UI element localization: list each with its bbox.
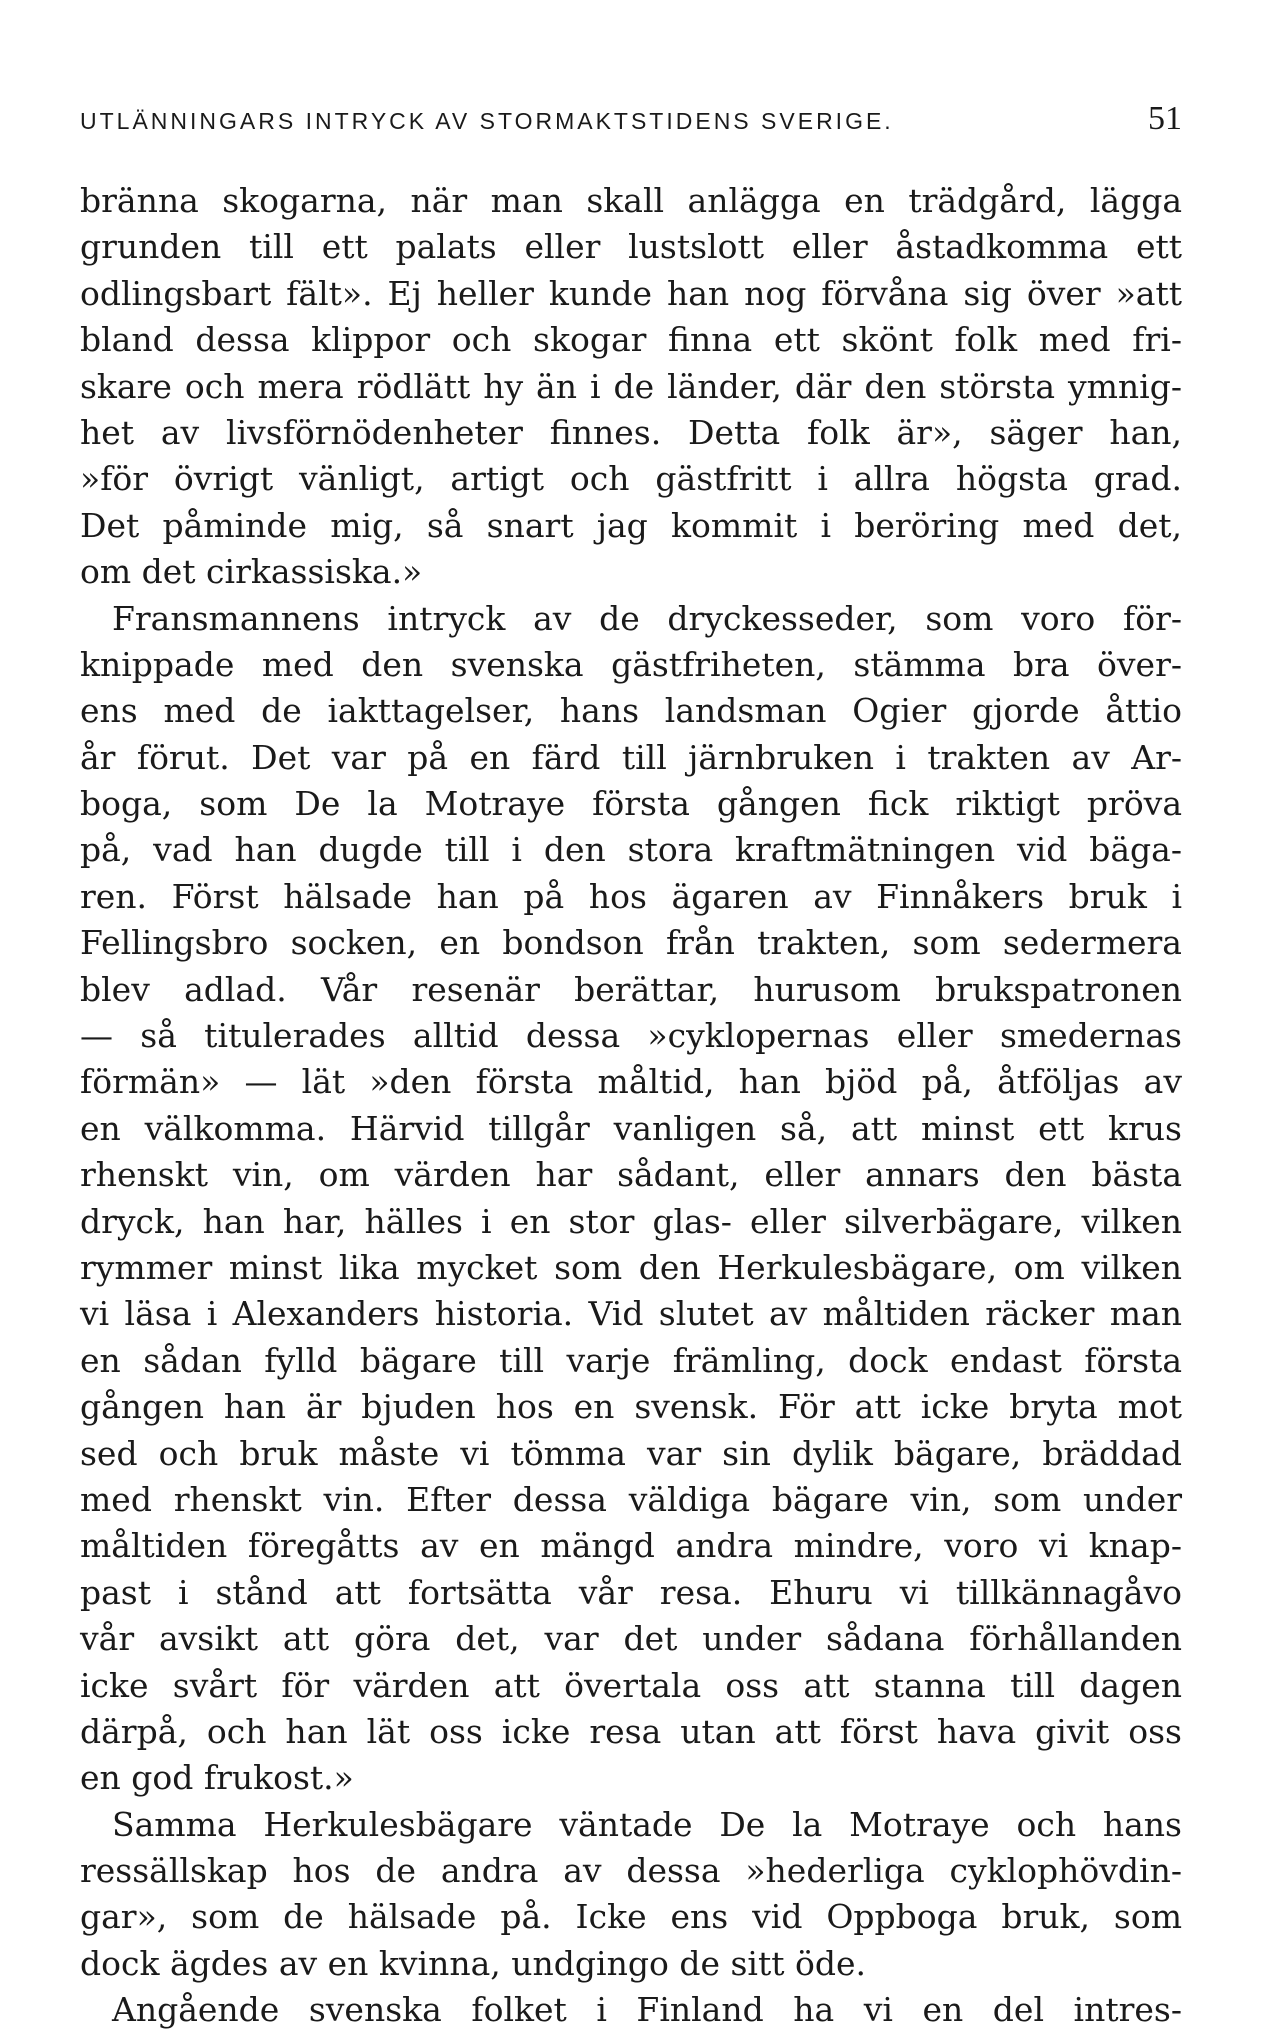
text-line: ren. Först hälsade han på hos ägaren av Finnåkers bruk i — [80, 876, 1182, 916]
text-line: därpå, och han lät oss icke resa utan att först hava givit oss — [80, 1711, 1182, 1751]
text-line: vi läsa i Alexanders historia. Vid slutet av måltiden räcker man — [80, 1294, 1182, 1334]
text-line: gången han är bjuden hos en svensk. För att icke bryta mot — [80, 1387, 1182, 1427]
text-line: het av livsförnödenheter finnes. Detta folk är», säger han, — [80, 412, 1182, 452]
text-line: past i stånd att fortsätta vår resa. Ehuru vi tillkännagåvo — [80, 1572, 1182, 1612]
text-line: vår avsikt att göra det, var det under sådana förhållanden — [80, 1619, 1182, 1659]
body-text — [80, 178, 1182, 2034]
text-line: Samma Herkulesbägare väntade De la Motraye och hans — [112, 1804, 1182, 1844]
text-line: odlingsbart fält». Ej heller kunde han nog förvåna sig över »att — [80, 273, 1182, 313]
text-line: en välkomma. Härvid tillgår vanligen så, att minst ett krus — [80, 1108, 1182, 1148]
text-line: bland dessa klippor och skogar finna ett skönt folk med fri- — [80, 320, 1182, 360]
running-title: UTLÄNNINGARS INTRYCK AV STORMAKTSTIDENS SVERIGE. — [80, 108, 894, 134]
page-header — [80, 100, 1182, 138]
text-line: grunden till ett palats eller lustslott eller åstadkomma ett — [80, 227, 1182, 267]
text-line: rymmer minst lika mycket som den Herkulesbägare, om vilken — [80, 1247, 1182, 1287]
text-line: Fellingsbro socken, en bondson från trakten, som sedermera — [80, 923, 1182, 963]
text-line: icke svårt för värden att övertala oss att stanna till dagen — [80, 1665, 1182, 1705]
text-line: blev adlad. Vår resenär berättar, hurusom brukspatronen — [80, 969, 1182, 1009]
text-line: med rhenskt vin. Efter dessa väldiga bägare vin, som under — [80, 1479, 1182, 1519]
text-line: år förut. Det var på en färd till järnbruken i trakten av Ar- — [80, 737, 1182, 777]
text-line: ressällskap hos de andra av dessa »hederliga cyklophövdin- — [80, 1851, 1182, 1891]
text-line: Angående svenska folket i Finland ha vi en del intres- — [112, 1990, 1182, 2030]
text-line: dock ägdes av en kvinna, undgingo de sitt öde. — [80, 1943, 866, 1983]
text-line: gar», som de hälsade på. Icke ens vid Oppboga bruk, som — [80, 1897, 1182, 1937]
text-line: sed och bruk måste vi tömma var sin dylik bägare, bräddad — [80, 1433, 1182, 1473]
text-line: en sådan fylld bägare till varje främling, dock endast första — [80, 1340, 1182, 1380]
text-line: knippade med den svenska gästfriheten, stämma bra över- — [80, 644, 1182, 684]
text-line: boga, som De la Motraye första gången fick riktigt pröva — [80, 784, 1182, 824]
text-line: måltiden föregåtts av en mängd andra mindre, voro vi knap- — [80, 1526, 1182, 1566]
text-line: på, vad han dugde till i den stora kraftmätningen vid bäga- — [80, 830, 1182, 870]
text-line: dryck, han har, hälles i en stor glas- eller silverbägare, vilken — [80, 1201, 1182, 1241]
text-line: ens med de iakttagelser, hans landsman Ogier gjorde åttio — [80, 691, 1182, 731]
text-line: »för övrigt vänligt, artigt och gästfritt i allra högsta grad. — [80, 459, 1182, 499]
text-line: — så titulerades alltid dessa »cyklopernas eller smedernas — [80, 1016, 1182, 1056]
page-number: 51 — [1148, 100, 1182, 137]
text-line: om det cirkassiska.» — [80, 552, 423, 592]
text-line: rhenskt vin, om värden har sådant, eller annars den bästa — [80, 1155, 1182, 1195]
text-line: bränna skogarna, när man skall anlägga en trädgård, lägga — [80, 181, 1182, 220]
text-line: förmän» — lät »den första måltid, han bjöd på, åtföljas av — [80, 1062, 1182, 1102]
text-line: en god frukost.» — [80, 1758, 354, 1798]
text-line: Det påminde mig, så snart jag kommit i beröring med det, — [80, 505, 1182, 545]
text-line: skare och mera rödlätt hy än i de länder, där den största ymnig- — [80, 366, 1182, 406]
text-line: Fransmannens intryck av de dryckesseder, som voro för- — [112, 598, 1182, 638]
